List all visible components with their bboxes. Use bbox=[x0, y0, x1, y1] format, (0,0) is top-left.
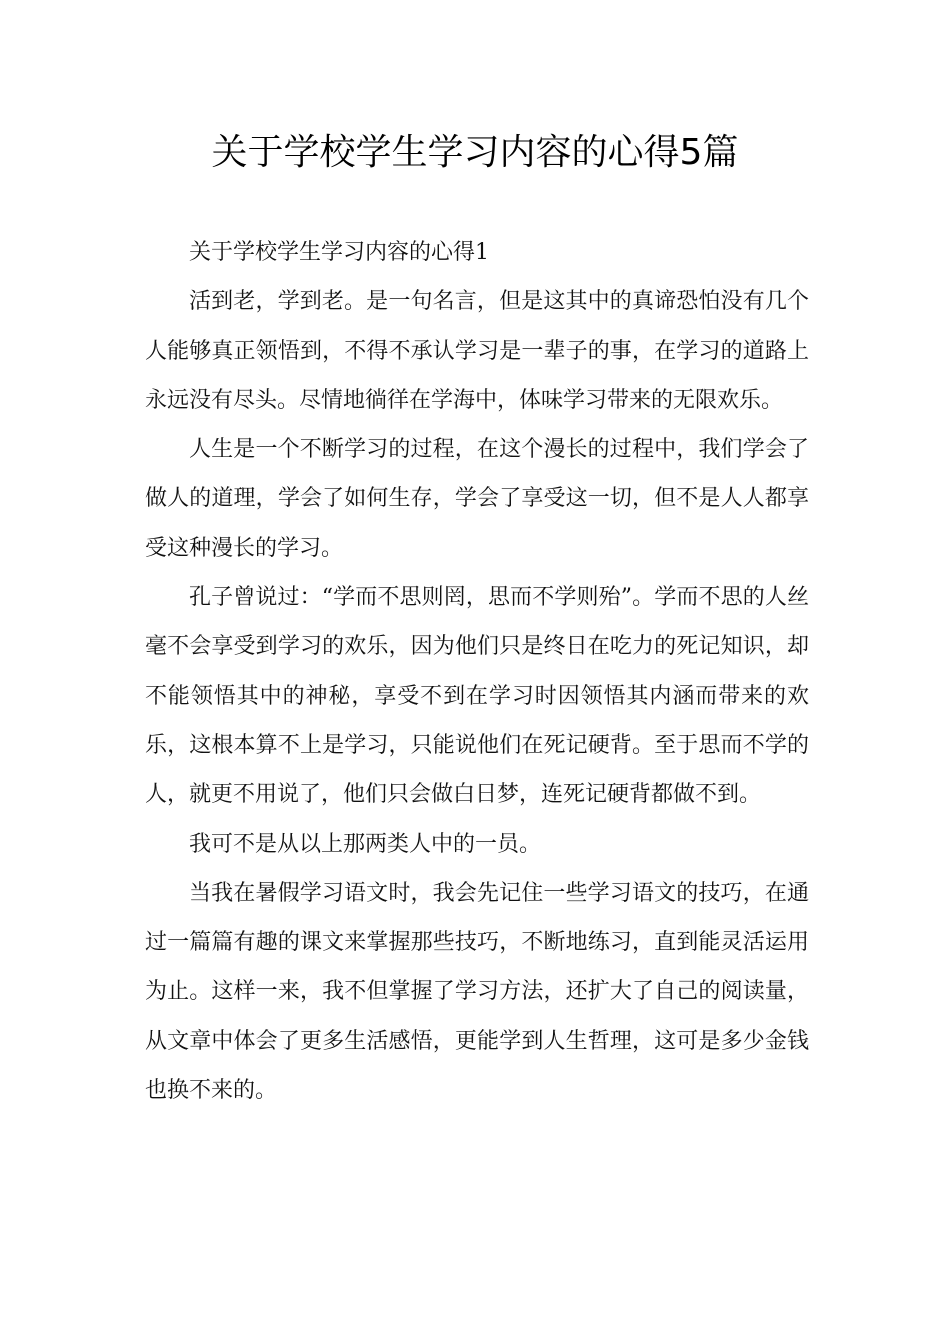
paragraph: 我可不是从以上那两类人中的一员。 bbox=[189, 831, 542, 857]
document-body bbox=[145, 228, 809, 1115]
paragraph: 人生是一个不断学习的过程，在这个漫长的过程中，我们学会了做人的道理，学会了如何生存，学会了享受这一切，但不是人人都享受这种漫长的学习。 bbox=[145, 437, 809, 561]
section-heading: 关于学校学生学习内容的心得1 bbox=[189, 240, 489, 265]
document-title: 关于学校学生学习内容的心得5篇 bbox=[211, 132, 739, 173]
paragraph: 活到老，学到老。是一句名言，但是这其中的真谛恐怕没有几个人能够真正领悟到，不得不承认学习是一辈子的事，在学习的道路上永远没有尽头。尽情地徜徉在学海中，体味学习带来的无限欢乐。 bbox=[145, 289, 809, 413]
paragraph: 孔子曾说过：“学而不思则罔，思而不学则殆”。学而不思的人丝毫不会享受到学习的欢乐，因为他们只是终日在吃力的死记知识，却不能领悟其中的神秘，享受不到在学习时因领悟其内涵而带来的欢乐，这根本算不上是学习，只能说他们在死记硬背。至于思而不学的人，就更不用说了，他们只会做白日梦，连死记硬背都做不到。 bbox=[145, 585, 809, 808]
paragraph: 当我在暑假学习语文时，我会先记住一些学习语文的技巧，在通过一篇篇有趣的课文来掌握那些技巧，不断地练习，直到能灵活运用为止。这样一来，我不但掌握了学习方法，还扩大了自己的阅读量，从文章中体会了更多生活感悟，更能学到人生哲理，这可是多少金钱也换不来的。 bbox=[145, 880, 809, 1104]
